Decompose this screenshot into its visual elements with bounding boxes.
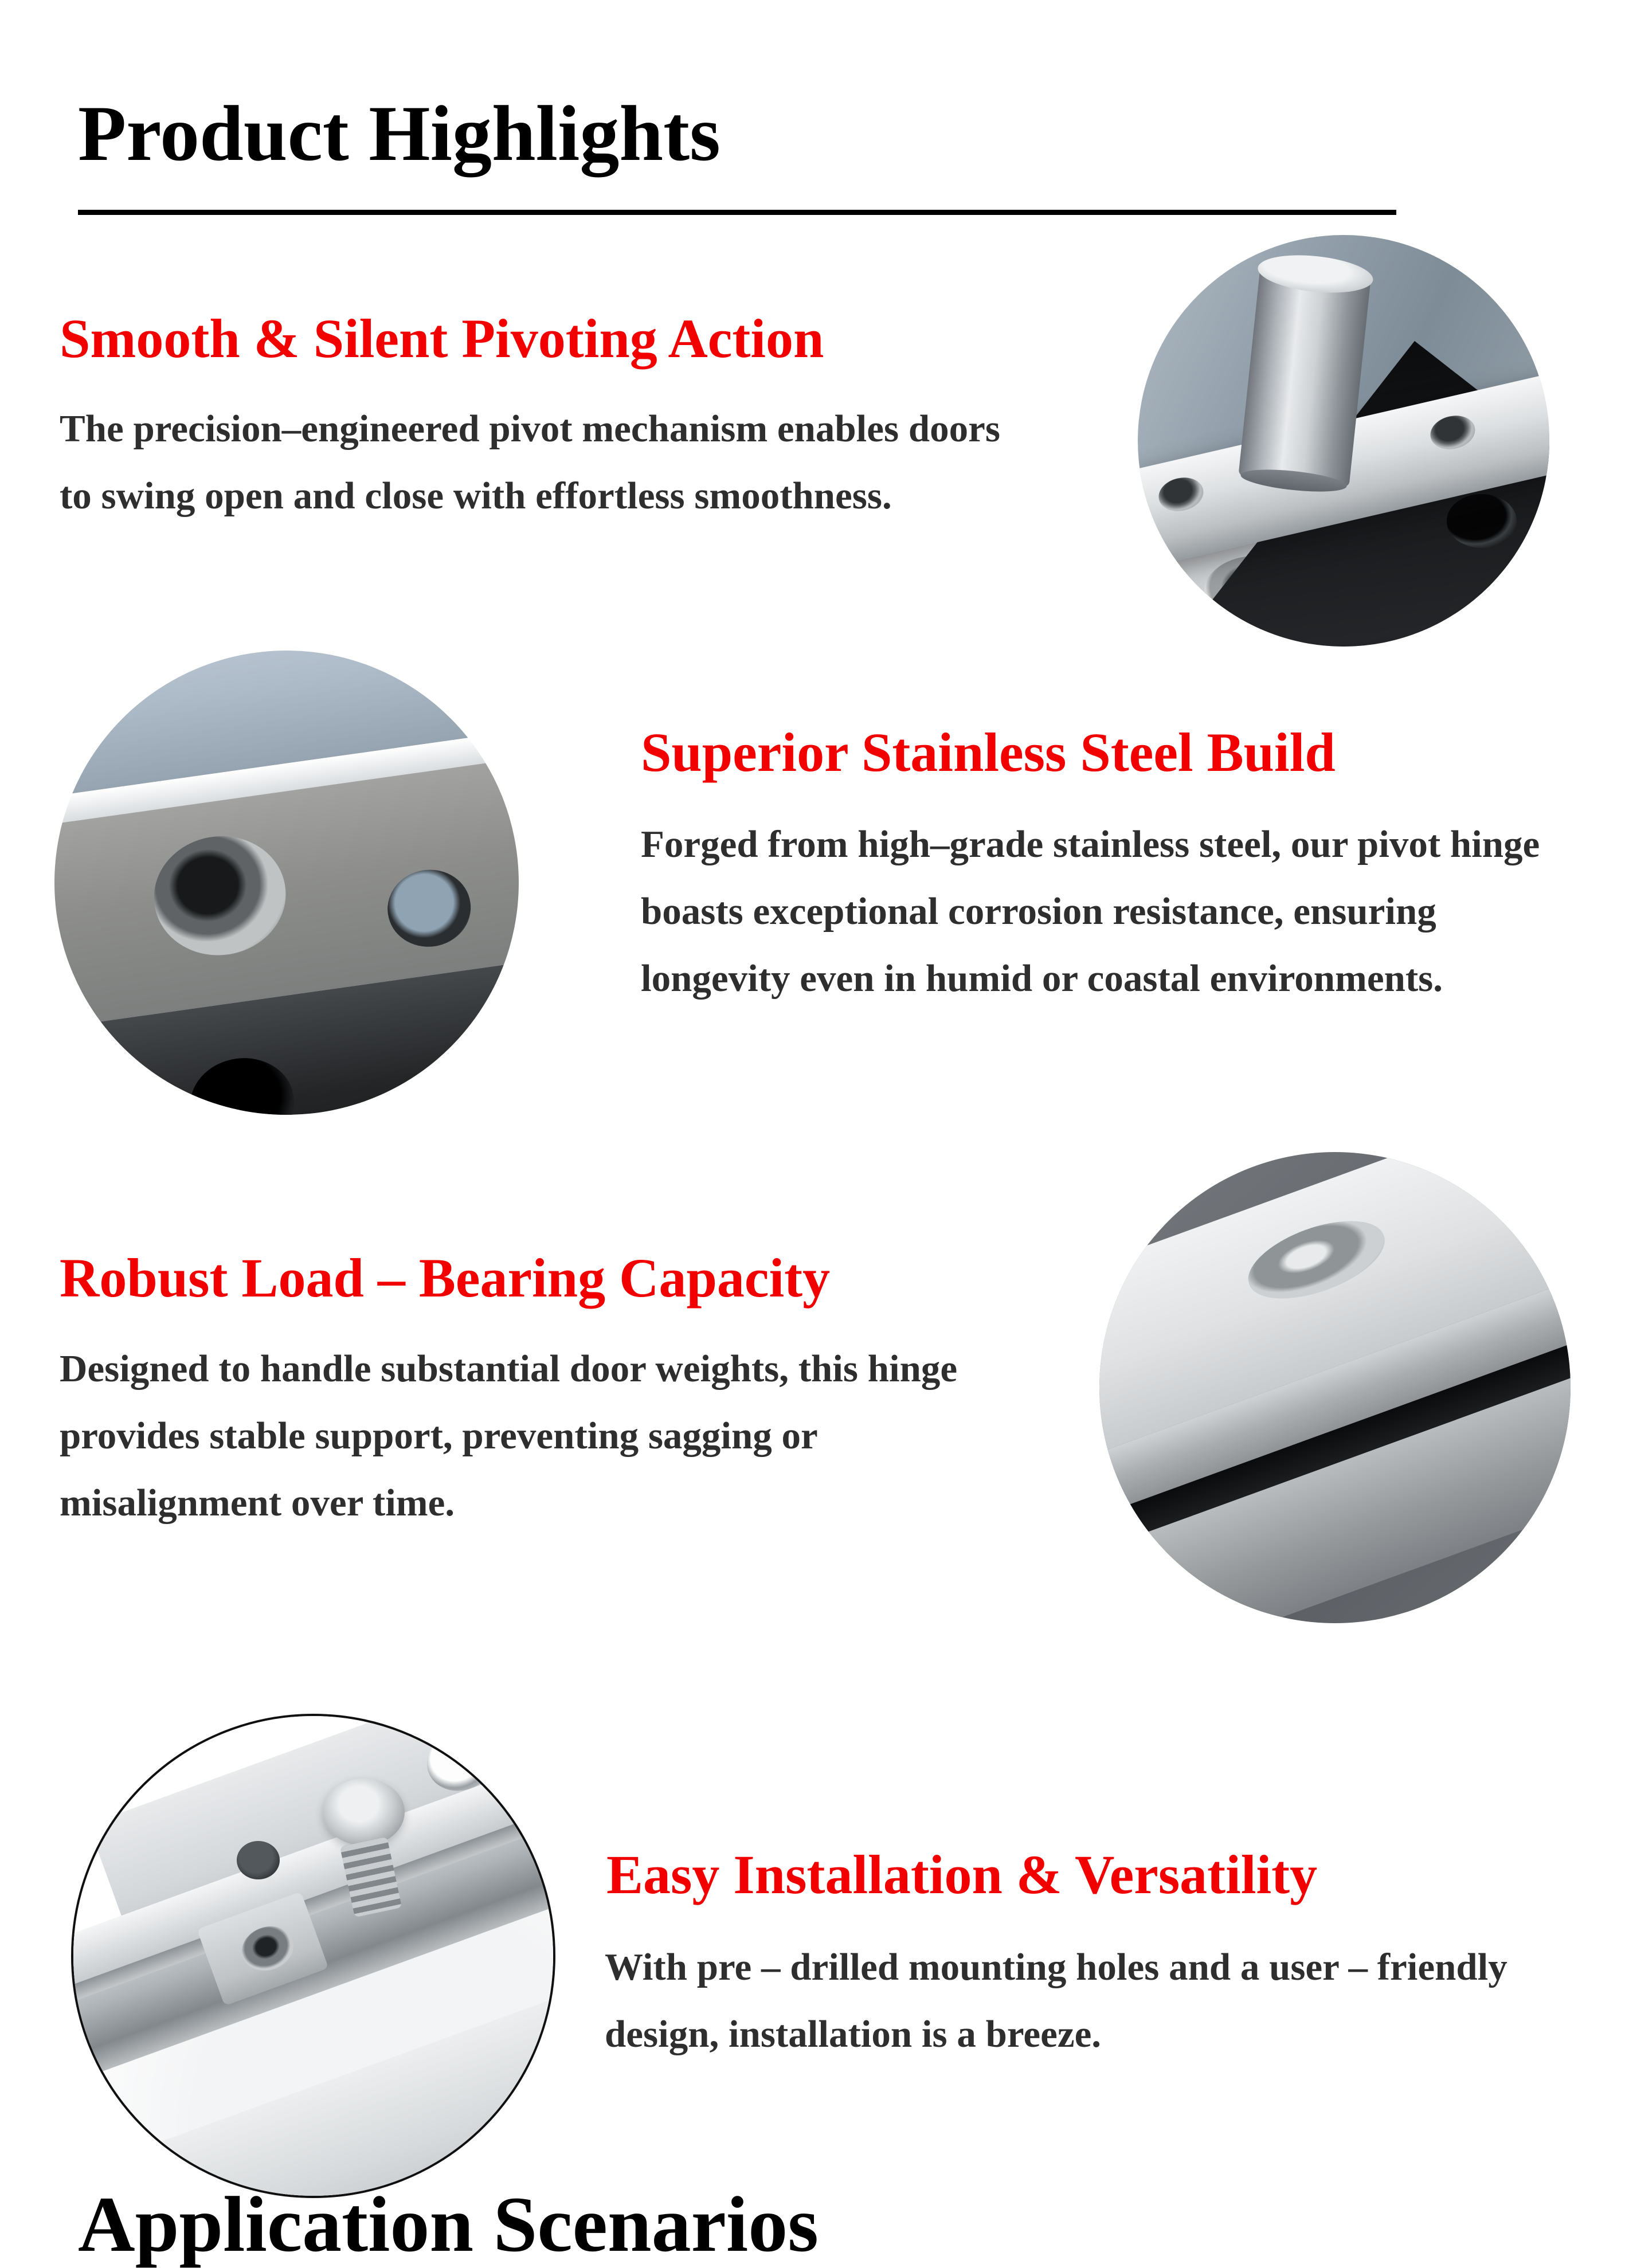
section-body-pivoting-action [60,395,1000,530]
hinge-plate-holes-photo [54,651,519,1115]
pivot-pin-hinge-photo [1138,235,1549,647]
photo-metal-group [54,651,519,1115]
pivot-pin-shape [1238,267,1371,487]
body-line: design, installation is a breeze. [605,2013,1102,2055]
dark-knob-shape [237,1841,280,1879]
section-heading-pivoting-action: Smooth & Silent Pivoting Action [60,308,824,369]
section-body-stainless-build [641,811,1540,1012]
body-line: boasts exceptional corrosion resistance, ensuring [641,890,1436,933]
body-line: Forged from high–grade stainless steel, our pivot hinge [641,823,1540,865]
body-line: Designed to handle substantial door weights, this hinge [60,1348,958,1390]
section-body-load-bearing [60,1335,957,1537]
body-line: The precision–engineered pivot mechanism enables doors [60,408,1000,450]
body-line: provides stable support, preventing sagging or [60,1415,818,1457]
body-line: With pre – drilled mounting holes and a user – friendly [605,1946,1507,1988]
section-body-easy-install [605,1934,1507,2068]
flat-plate-corner-photo [1099,1152,1571,1623]
body-line: to swing open and close with effortless smoothness. [60,475,892,517]
next-section-heading-partial: Application Scenarios [78,2180,819,2268]
page-title: Product Highlights [78,89,721,177]
body-line: misalignment over time. [60,1482,455,1524]
body-line: longevity even in humid or coastal environments. [641,957,1443,1000]
section-heading-stainless-build: Superior Stainless Steel Build [641,722,1336,783]
hinge-mechanism-pin-photo [71,1714,555,2198]
title-underline [78,210,1396,215]
section-heading-load-bearing: Robust Load – Bearing Capacity [60,1247,831,1309]
pin-head-shape [323,1779,404,1846]
section-heading-easy-install: Easy Installation & Versatility [606,1844,1318,1905]
dark-hole-shape [1447,494,1517,547]
